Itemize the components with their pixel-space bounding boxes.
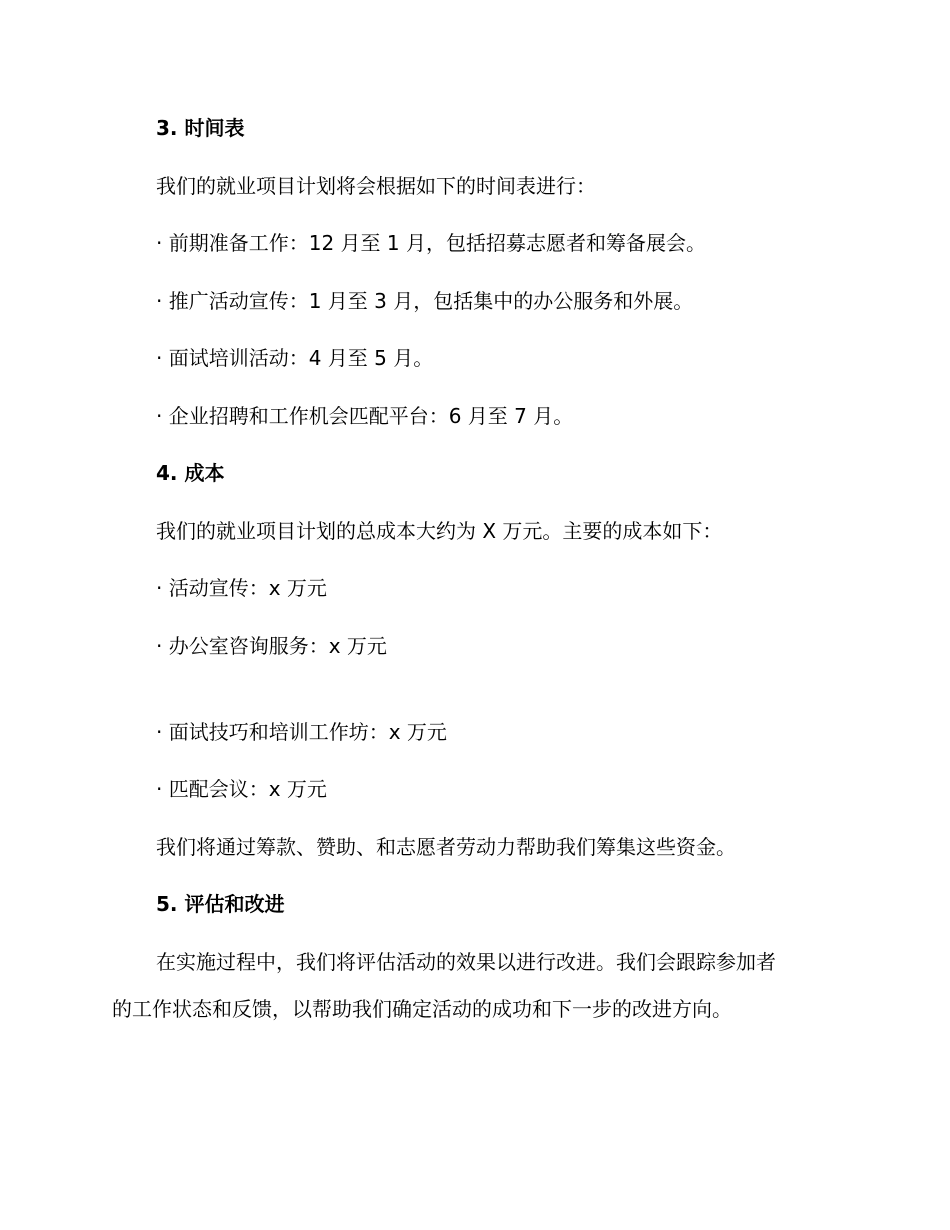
schedule-item: · 企业招聘和工作机会匹配平台：6 月至 7 月。	[156, 404, 574, 428]
funding-sentence: 我们将通过筹款、赞助、和志愿者劳动力帮助我们筹集这些资金。	[156, 835, 736, 859]
paragraph-line: 在实施过程中，我们将评估活动的效果以进行改进。我们会跟踪参加者	[156, 950, 776, 974]
section-3-intro: 我们的就业项目计划将会根据如下的时间表进行：	[156, 174, 596, 198]
section-5-heading: 5. 评估和改进	[156, 892, 285, 916]
section-3-heading: 3. 时间表	[156, 116, 245, 140]
schedule-item: · 面试培训活动：4 月至 5 月。	[156, 346, 434, 370]
schedule-item: · 前期准备工作：12 月至 1 月，包括招募志愿者和筹备展会。	[156, 231, 706, 255]
section-4-intro: 我们的就业项目计划的总成本大约为 X 万元。主要的成本如下：	[156, 519, 723, 543]
section-4-heading: 4. 成本	[156, 461, 225, 485]
cost-item: · 匹配会议：x 万元	[156, 777, 327, 801]
cost-item: · 办公室咨询服务：x 万元	[156, 634, 387, 658]
cost-item: · 活动宣传：x 万元	[156, 576, 327, 600]
section-5-paragraph	[112, 948, 842, 1023]
paragraph-line: 的工作状态和反馈，以帮助我们确定活动的成功和下一步的改进方向。	[112, 997, 732, 1021]
cost-item: · 面试技巧和培训工作坊：x 万元	[156, 720, 447, 744]
schedule-item: · 推广活动宣传：1 月至 3 月，包括集中的办公服务和外展。	[156, 289, 694, 313]
